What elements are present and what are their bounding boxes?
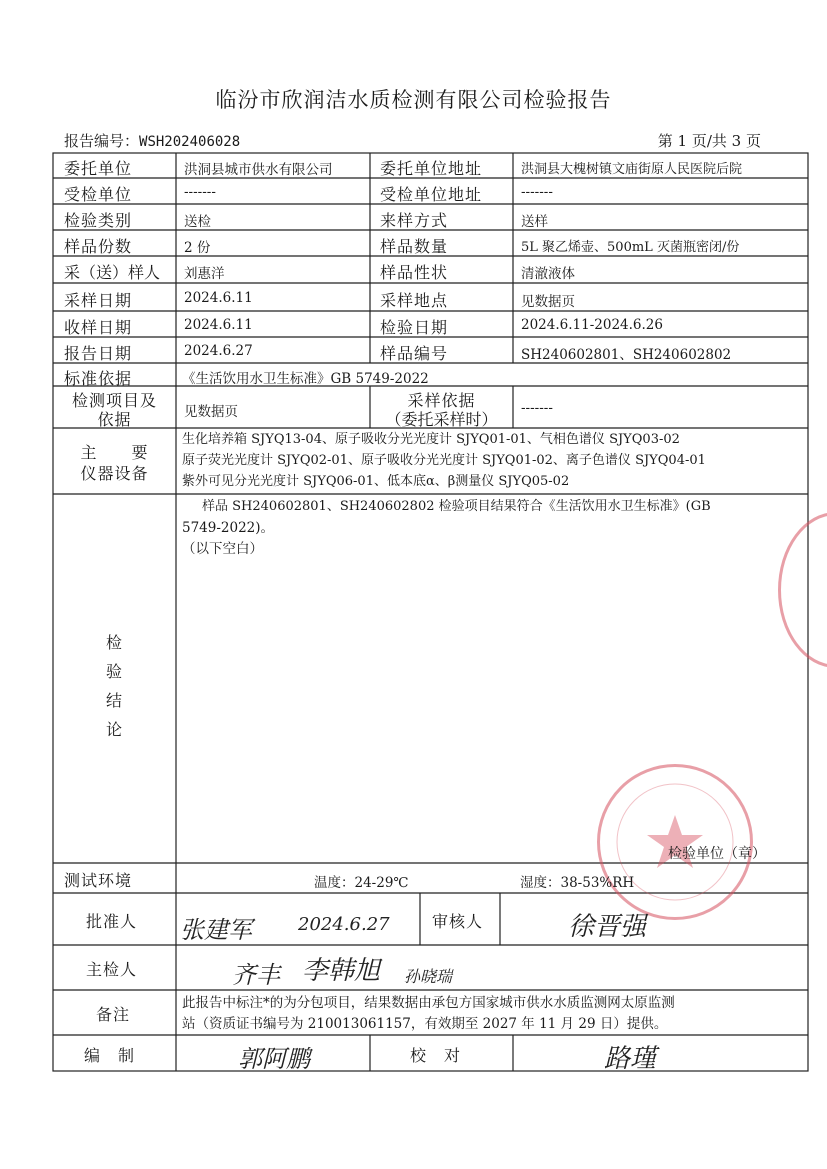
temperature-value: 温度：24-29℃ <box>314 875 409 891</box>
sample-property-value: 清澈液体 <box>521 266 575 282</box>
environment-label: 测试环境 <box>64 871 133 890</box>
compiler-label: 编 制 <box>84 1046 136 1065</box>
conclusion-line-3: （以下空白） <box>182 541 263 557</box>
humidity-value: 湿度：38-53%RH <box>520 875 635 891</box>
report-date-label: 报告日期 <box>64 344 133 363</box>
reviewer-label: 审核人 <box>432 912 484 931</box>
sample-number-value: SH240602801、SH240602802 <box>521 347 732 363</box>
test-date-value: 2024.6.11-2024.6.26 <box>521 317 663 333</box>
report-number-value: WSH202406028 <box>139 134 241 150</box>
inspected-unit-label: 受检单位 <box>64 185 133 204</box>
sampling-site-value: 见数据页 <box>521 294 575 310</box>
reviewer-signature: 徐晋强 <box>568 912 647 942</box>
equipment-line-1: 生化培养箱 SJYQ13-04、原子吸收分光光度计 SJYQ01-01、气相色谱仪 SJYQ03-02 <box>182 432 680 447</box>
equipment-label-2: 仪器设备 <box>80 464 149 483</box>
sample-number-label: 样品编号 <box>380 344 449 363</box>
conclusion-line-2: 5749-2022)。 <box>182 520 275 536</box>
client-address-value: 洪洞县大槐树镇文庙街原人民医院后院 <box>521 162 743 177</box>
sampling-basis-label-2: （委托采样时） <box>385 410 498 429</box>
receive-date-label: 收样日期 <box>64 318 133 337</box>
remarks-line-1: 此报告中标注*的为分包项目，结果数据由承包方国家城市供水水质监测网太原监测 <box>182 995 675 1011</box>
equipment-label-1: 主 要 <box>80 443 149 462</box>
compiler-signature: 郭阿鹏 <box>238 1045 310 1073</box>
remarks-line-2: 站（资质证书编号为 210013061157，有效期至 2027 年 11 月 29 日）提供。 <box>182 1016 668 1032</box>
sample-property-label: 样品性状 <box>380 263 449 282</box>
category-value: 送检 <box>184 214 211 230</box>
sampler-label: 采（送）样人 <box>64 263 161 282</box>
standard-value: 《生活饮用水卫生标准》GB 5749-2022 <box>182 371 429 387</box>
chief-inspector-signature-3: 孙晓瑞 <box>404 967 453 986</box>
sampler-value: 刘惠洋 <box>184 266 225 282</box>
quantity-value: 5L 聚乙烯壶、500mL 灭菌瓶密闭/份 <box>521 240 740 255</box>
chief-inspector-signature-2: 李韩旭 <box>302 956 381 986</box>
conclusion-char-1: 检 <box>105 633 122 652</box>
approver-label: 批准人 <box>86 912 138 931</box>
report-number-label: 报告编号： <box>64 132 140 150</box>
inspected-address-value: ------- <box>521 184 553 200</box>
test-items-label-1: 检测项目及 <box>71 391 157 410</box>
proofreader-label: 校 对 <box>410 1046 462 1065</box>
conclusion-char-4: 论 <box>105 720 122 739</box>
sampling-date-label: 采样日期 <box>64 291 133 310</box>
client-value: 洪洞县城市供水有限公司 <box>184 162 333 178</box>
test-items-label-2: 依据 <box>97 410 132 429</box>
inspected-unit-value: ------- <box>184 184 216 200</box>
inspected-address-label: 受检单位地址 <box>380 185 483 204</box>
chief-inspector-signature-1: 齐丰 <box>232 961 280 989</box>
client-label: 委托单位 <box>64 159 133 178</box>
remarks-label: 备注 <box>96 1005 131 1024</box>
conclusion-line-1: 样品 SH240602801、SH240602802 检验项目结果符合《生活饮用水卫生标准》(GB <box>202 499 711 514</box>
quantity-label: 样品数量 <box>380 237 449 256</box>
test-items-value: 见数据页 <box>184 404 238 420</box>
sampling-basis-value: ------- <box>521 400 553 416</box>
copies-label: 样品份数 <box>64 237 133 256</box>
chief-inspector-label: 主检人 <box>86 960 138 979</box>
equipment-line-3: 紫外可见分光光度计 SJYQ06-01、低本底α、β测量仪 SJYQ05-02 <box>182 474 570 489</box>
sampling-method-label: 来样方式 <box>380 211 449 230</box>
copies-value: 2 份 <box>184 240 211 256</box>
standard-label: 标准依据 <box>64 369 133 388</box>
sampling-date-value: 2024.6.11 <box>184 290 253 306</box>
sampling-method-value: 送样 <box>521 214 548 230</box>
conclusion-char-3: 结 <box>105 691 122 710</box>
report-title: 临汾市欣润洁水质检测有限公司检验报告 <box>215 88 612 112</box>
equipment-line-2: 原子荧光光度计 SJYQ02-01、原子吸收分光光度计 SJYQ01-02、离子色谱仪 SJYQ04-01 <box>182 453 706 468</box>
sampling-site-label: 采样地点 <box>380 291 449 310</box>
category-label: 检验类别 <box>64 211 133 230</box>
page-info: 第 1 页/共 3 页 <box>657 132 761 150</box>
test-date-label: 检验日期 <box>380 318 449 337</box>
sampling-basis-label-1: 采样依据 <box>407 391 476 410</box>
conclusion-char-2: 验 <box>105 662 122 681</box>
proofreader-signature: 路瑾 <box>604 1044 657 1074</box>
inspection-unit-label: 检验单位（章） <box>668 846 766 862</box>
report-date-value: 2024.6.27 <box>184 343 253 359</box>
client-address-label: 委托单位地址 <box>380 159 483 178</box>
inspection-seal-stamp <box>597 764 753 920</box>
approver-sign-date: 2024.6.27 <box>298 914 390 935</box>
approver-signature: 张建军 <box>180 916 252 944</box>
receive-date-value: 2024.6.11 <box>184 317 253 333</box>
